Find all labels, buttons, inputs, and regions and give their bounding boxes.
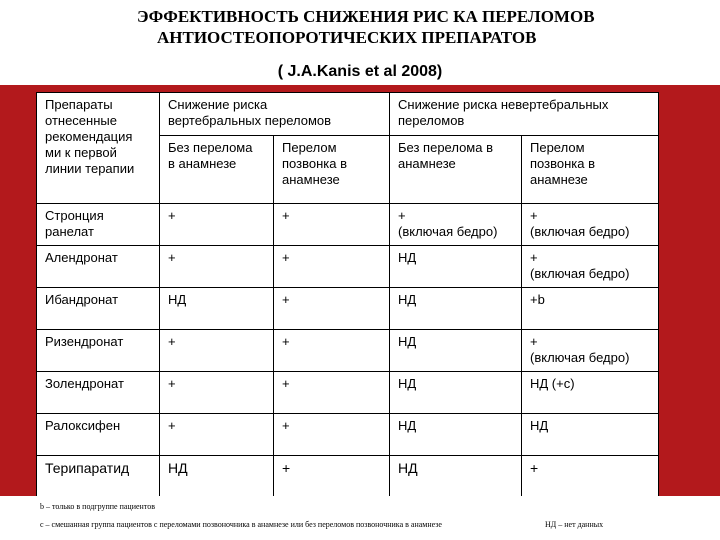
table-cell: + (274, 246, 390, 288)
footnote-c: c – смешанная группа пациентов с переломами позвоночника в анамнезе или без переломов позвоночника в анамнезе (40, 520, 442, 529)
table-row (37, 456, 659, 498)
table-cell: НД (390, 414, 522, 456)
subheader-cell: Без перелома в анамнезе (390, 136, 522, 204)
drug-name: Стронция ранелат (37, 204, 160, 246)
table-header-row (37, 93, 659, 136)
table-cell: НД (390, 372, 522, 414)
table-cell: НД (390, 246, 522, 288)
table-cell: НД (522, 414, 659, 456)
table-cell: + (274, 456, 390, 498)
table-cell: + (160, 204, 274, 246)
table-cell: + (включая бедро) (522, 204, 659, 246)
table-cell: НД (390, 330, 522, 372)
drug-name: Золендронат (37, 372, 160, 414)
table-row (37, 246, 659, 288)
header-drugs: Препараты отнесенные рекомендация ми к первой линии терапии (37, 93, 160, 204)
table-cell: + (274, 372, 390, 414)
table-cell: +b (522, 288, 659, 330)
table-row (37, 372, 659, 414)
drug-name: Алендронат (37, 246, 160, 288)
table-cell: НД (+c) (522, 372, 659, 414)
table-row (37, 330, 659, 372)
table-row (37, 414, 659, 456)
table-cell: + (включая бедро) (522, 330, 659, 372)
subheader-cell: Без перелома в анамнезе (160, 136, 274, 204)
subheader-cell: Перелом позвонка в анамнезе (522, 136, 659, 204)
table-cell: НД (390, 288, 522, 330)
table-cell: + (522, 456, 659, 498)
table-cell: + (включая бедро) (522, 246, 659, 288)
table-cell: + (включая бедро) (390, 204, 522, 246)
table-row (37, 204, 659, 246)
drug-name: Ралоксифен (37, 414, 160, 456)
drug-name: Терипаратид (37, 456, 160, 498)
header-vertebral: Снижение риска вертебральных переломов (160, 93, 390, 136)
table-cell: НД (160, 456, 274, 498)
header-nonvertebral: Снижение риска невертебральных переломов (390, 93, 659, 136)
title-line-1: ЭФФЕКТИВНОСТЬ СНИЖЕНИЯ РИС КА ПЕРЕЛОМОВ (137, 7, 595, 26)
table-cell: + (160, 414, 274, 456)
footnote-nd: НД – нет данных (545, 520, 604, 529)
efficacy-table (36, 92, 659, 498)
drug-name: Ибандронат (37, 288, 160, 330)
drug-name: Ризендронат (37, 330, 160, 372)
table-cell: + (274, 204, 390, 246)
table-cell: + (274, 330, 390, 372)
subheader-cell: Перелом позвонка в анамнезе (274, 136, 390, 204)
title-line-2: АНТИОСТЕОПОРОТИЧЕСКИХ ПРЕПАРАТОВ (157, 28, 537, 47)
table-row (37, 288, 659, 330)
efficacy-table-container (36, 92, 658, 496)
table-cell: + (274, 414, 390, 456)
table-cell: НД (390, 456, 522, 498)
table-cell: + (160, 330, 274, 372)
citation: ( J.A.Kanis et al 2008) (277, 63, 443, 80)
table-cell: + (160, 246, 274, 288)
table-cell: + (274, 288, 390, 330)
footnotes (0, 496, 720, 540)
table-cell: + (160, 372, 274, 414)
footnote-b: b – только в подгруппе пациентов (40, 502, 155, 511)
table-cell: НД (160, 288, 274, 330)
